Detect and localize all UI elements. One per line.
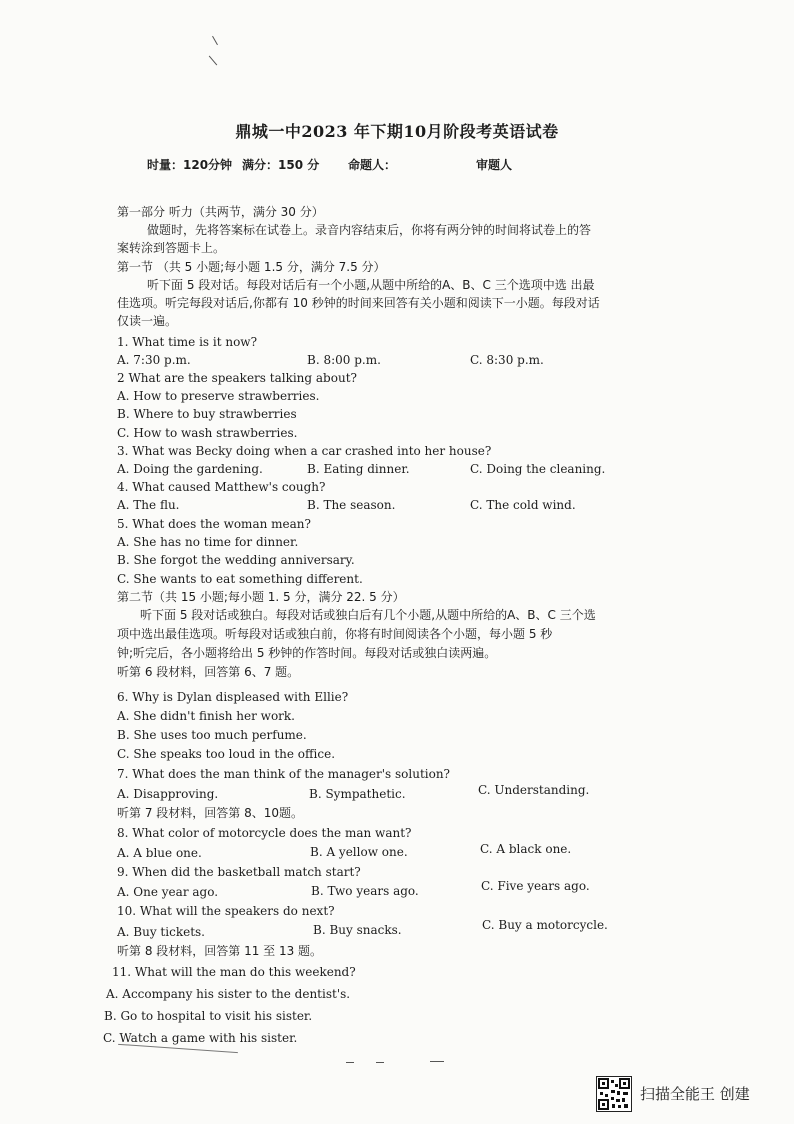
- question-2: 2 What are the speakers talking about?: [117, 371, 357, 385]
- part1-instruction: 案转涂到答题卡上。: [117, 241, 226, 255]
- exam-full-score: 满分：150 分: [242, 158, 320, 172]
- q8-option-b: B. A yellow one.: [310, 845, 408, 859]
- section1-instruction: 佳选项。听完每段对话后,你都有 10 秒钟的时间来回答有关小题和阅读下一小题。每段对话: [117, 296, 600, 310]
- question-9: 9. When did the basketball match start?: [117, 865, 361, 879]
- section2-instruction: 项中选出最佳选项。听每段对话或独白前，你将有时间阅读各个小题，每小题 5 秒: [117, 627, 553, 641]
- q11-option-c: C. Watch a game with his sister.: [103, 1031, 298, 1045]
- part1-instruction: 做题时，先将答案标在试卷上。录音内容结束后，你将有两分钟的时间将试卷上的答: [147, 223, 592, 237]
- q2-option-c: C. How to wash strawberries.: [117, 426, 298, 440]
- q5-option-a: A. She has no time for dinner.: [117, 535, 299, 549]
- q7-option-c: C. Understanding.: [478, 783, 590, 797]
- exam-title: 鼎城一中2023 年下期10月阶段考英语试卷: [235, 122, 559, 141]
- exam-time: 时量：120分钟: [147, 158, 233, 172]
- exam-reviewer: 审题人: [476, 158, 513, 172]
- question-6: 6. Why is Dylan displeased with Ellie?: [117, 690, 349, 704]
- question-3: 3. What was Becky doing when a car crashed into her house?: [117, 444, 492, 458]
- question-11: 11. What will the man do this weekend?: [112, 965, 356, 979]
- question-8: 8. What color of motorcycle does the man want?: [117, 826, 412, 840]
- q4-option-b: B. The season.: [307, 498, 396, 512]
- exam-setter: 命题人：: [348, 158, 397, 172]
- material-8-label: 听第 8 段材料，回答第 11 至 13 题。: [117, 944, 323, 958]
- question-10: 10. What will the speakers do next?: [117, 904, 335, 918]
- q6-option-b: B. She uses too much perfume.: [117, 728, 307, 742]
- q11-option-b: B. Go to hospital to visit his sister.: [104, 1009, 313, 1023]
- scan-speck: [430, 1061, 444, 1062]
- scanner-app-credit: 扫描全能王 创建: [640, 1085, 750, 1103]
- scan-speck: [346, 1062, 354, 1063]
- question-4: 4. What caused Matthew's cough?: [117, 480, 326, 494]
- section2-instruction: 钟;听完后，各小题将给出 5 秒钟的作答时间。每段对话或独白读两遍。: [117, 646, 497, 660]
- q4-option-c: C. The cold wind.: [470, 498, 576, 512]
- q4-option-a: A. The flu.: [117, 498, 180, 512]
- material-6-label: 听第 6 段材料，回答第 6、7 题。: [117, 665, 300, 679]
- q3-option-b: B. Eating dinner.: [307, 462, 410, 476]
- q9-option-a: A. One year ago.: [117, 885, 219, 899]
- material-7-label: 听第 7 段材料，回答第 8、10题。: [117, 806, 303, 820]
- scan-speck: [209, 56, 217, 66]
- q1-option-a: A. 7:30 p.m.: [117, 353, 191, 367]
- q10-option-a: A. Buy tickets.: [117, 925, 205, 939]
- q11-option-a: A. Accompany his sister to the dentist's.: [106, 987, 351, 1001]
- part1-heading: 第一部分 听力（共两节，满分 30 分）: [117, 205, 324, 219]
- q5-option-b: B. She forgot the wedding anniversary.: [117, 553, 355, 567]
- q6-option-a: A. She didn't finish her work.: [117, 709, 295, 723]
- scan-speck: [212, 36, 218, 45]
- q7-option-a: A. Disapproving.: [117, 787, 219, 801]
- section1-instruction: 仅读一遍。: [117, 314, 178, 328]
- q8-option-c: C. A black one.: [480, 842, 572, 856]
- question-5: 5. What does the woman mean?: [117, 517, 311, 531]
- qr-code-icon: [596, 1076, 632, 1112]
- section1-heading: 第一节 （共 5 小题;每小题 1.5 分，满分 7.5 分）: [117, 260, 386, 274]
- q10-option-b: B. Buy snacks.: [313, 923, 402, 937]
- q6-option-c: C. She speaks too loud in the office.: [117, 747, 336, 761]
- question-7: 7. What does the man think of the manager's solution?: [117, 767, 450, 781]
- q9-option-c: C. Five years ago.: [481, 879, 590, 893]
- q3-option-a: A. Doing the gardening.: [117, 462, 263, 476]
- q2-option-a: A. How to preserve strawberries.: [117, 389, 320, 403]
- q3-option-c: C. Doing the cleaning.: [470, 462, 606, 476]
- q9-option-b: B. Two years ago.: [311, 884, 419, 898]
- q5-option-c: C. She wants to eat something different.: [117, 572, 363, 586]
- q8-option-a: A. A blue one.: [117, 846, 202, 860]
- q2-option-b: B. Where to buy strawberries: [117, 407, 297, 421]
- q1-option-b: B. 8:00 p.m.: [307, 353, 381, 367]
- q1-option-c: C. 8:30 p.m.: [470, 353, 544, 367]
- section2-instruction: 听下面 5 段对话或独白。每段对话或独白后有几个小题,从题中所给的A、B、C 三个选: [140, 608, 596, 622]
- scan-speck: [376, 1062, 384, 1063]
- section1-instruction: 听下面 5 段对话。每段对话后有一个小题,从题中所给的A、B、C 三个选项中选 出最: [147, 278, 595, 292]
- q10-option-c: C. Buy a motorcycle.: [482, 918, 608, 932]
- q7-option-b: B. Sympathetic.: [309, 787, 406, 801]
- question-1: 1. What time is it now?: [117, 335, 258, 349]
- section2-heading: 第二节（共 15 小题;每小题 1. 5 分，满分 22. 5 分）: [117, 590, 405, 604]
